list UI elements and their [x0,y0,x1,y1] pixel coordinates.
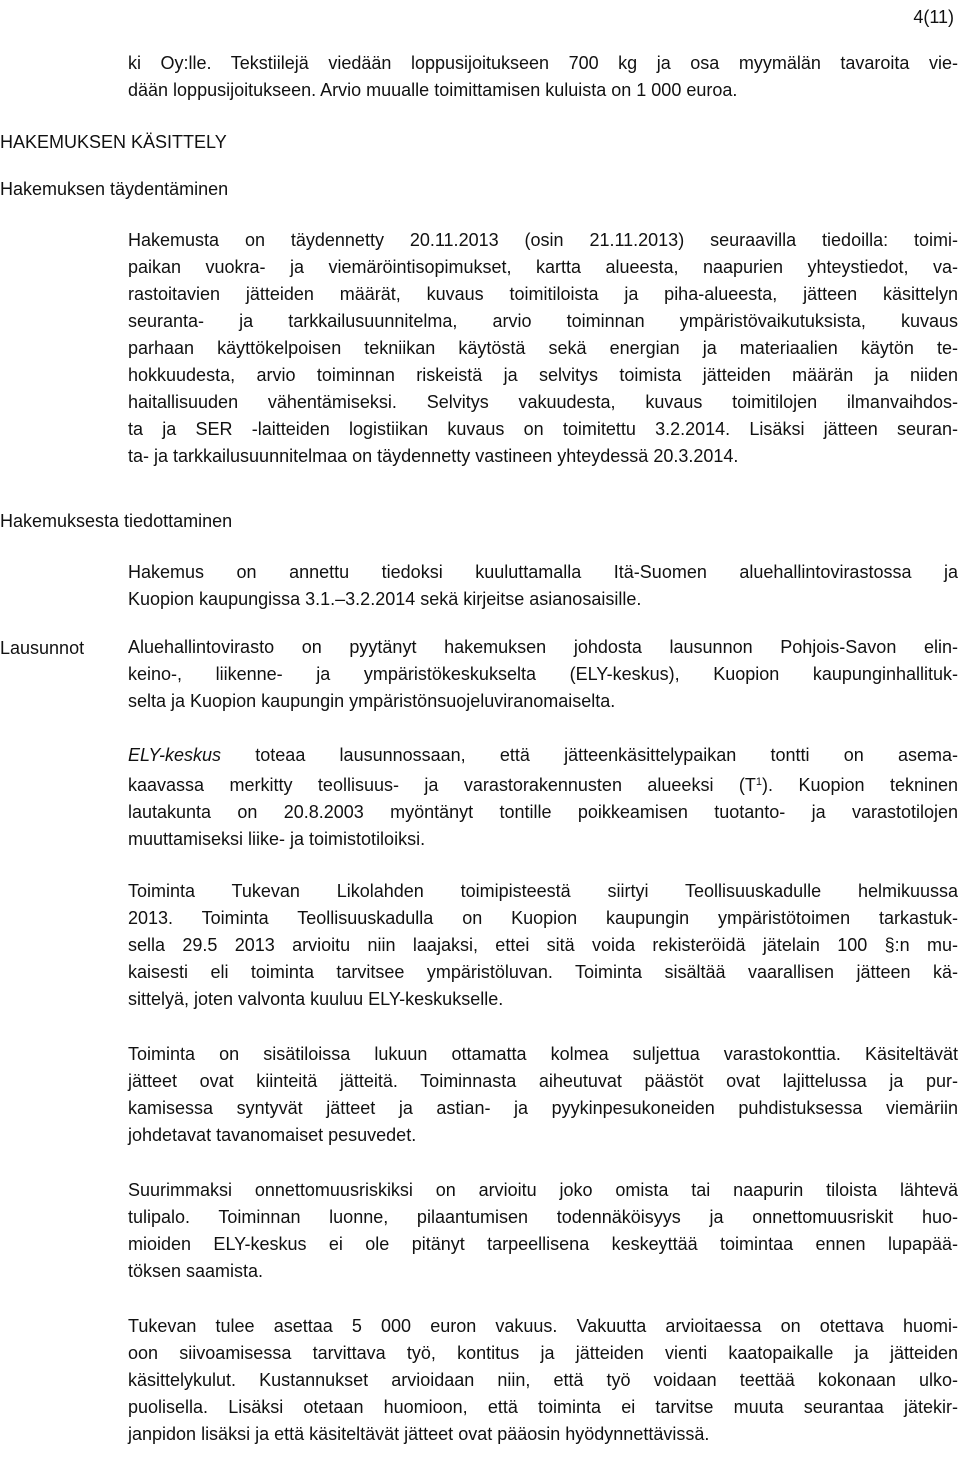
text-line: lautakunta on 20.8.2003 myöntänyt tontille poikkeamisen tuotanto- ja varastotilojen [128,802,958,822]
text-line: Suurimmaksi onnettomuusriskiksi on arvioitu joko omista tai naapurin tiloista lähtevä [128,1180,958,1200]
statements-paragraph-1 [128,634,958,715]
text-line: Toiminta Tukevan Likolahden toimipisteestä siirtyi Teollisuuskadulle helmikuussa [128,881,958,901]
statements-paragraph-5 [128,1177,958,1285]
text-line: Hakemus on annettu tiedoksi kuuluttamalla Itä-Suomen aluehallintovirastossa ja [128,562,958,582]
text-line: Hakemusta on täydennetty 20.11.2013 (osin 21.11.2013) seuraavilla tiedoilla: toimi- [128,230,958,250]
supplement-paragraph [128,227,958,470]
statements-paragraph-3 [128,878,958,1013]
text-line: jätteet ovat kiinteitä jätteitä. Toiminnasta aiheutuvat päästöt ovat lajittelussa ja pur- [128,1071,958,1091]
text-line: töksen saamista. [128,1261,264,1281]
intro-paragraph [128,50,958,104]
superscript: 1 [755,776,762,788]
text-line: kamisessa syntyvät jätteet ja astian- ja pyykinpesukoneiden puhdistuksessa viemäriin [128,1098,958,1118]
text-line: kaisesti eli toiminta tarvitsee ympäristöluvan. Toiminta sisältää vaarallisen jätteen kä- [128,962,958,982]
text-fragment: toteaa lausunnossaan, että jätteenkäsittelypaikan tontti on asema- [221,745,958,765]
text-line: Aluehallintovirasto on pyytänyt hakemuksen johdosta lausunnon Pohjois-Savon elin- [128,637,958,657]
supplement-heading: Hakemuksen täydentäminen [0,179,229,199]
text-fragment: kaavassa merkitty teollisuus- ja varastorakennusten alueeksi (T [128,775,756,795]
text-line: tulipalo. Toiminnan luonne, pilaantumisen todennäköisyys ja onnettomuusriskit huo- [128,1207,958,1227]
text-line: hokkuudesta, arvio toiminnan riskeistä ja selvitys toimista jätteiden määrän ja niiden [128,365,958,385]
statements-paragraph-2 [128,742,958,853]
text-line: sittelyä, joten valvonta kuuluu ELY-keskukselle. [128,989,504,1009]
text-line: muuttamiseksi liike- ja toimistotiloiksi. [128,829,426,849]
text-line [128,769,958,799]
statements-heading: Lausunnot [0,638,85,658]
text-line: janpidon lisäksi ja että käsiteltävät jätteet ovat pääosin hyödynnettävissä. [128,1424,710,1444]
text-fragment: ). Kuopion tekninen [762,775,958,795]
text-line: haitallisuuden vähentämiseksi. Selvitys vakuudesta, kuvaus toimitilojen ilmanvaihdos- [128,392,958,412]
text-line: ta ja SER -laitteiden logistiikan kuvaus on toimitettu 3.2.2014. Lisäksi jätteen seuran- [128,419,958,439]
text-line: parhaan käyttökelpoisen tekniikan käytöstä sekä energian ja materiaalien käytön te- [128,338,958,358]
text-line [128,742,958,769]
page-number: 4(11) [913,7,954,27]
notification-paragraph [128,559,958,613]
text-line: mioiden ELY-keskus ei ole pitänyt tarpeellisena keskeyttää toimintaa ennen lupapää- [128,1234,958,1254]
text-line: ki Oy:lle. Tekstiilejä viedään loppusijoitukseen 700 kg ja osa myymälän tavaroita vie- [128,53,958,73]
text-line: ta- ja tarkkailusuunnitelmaa on täydennetty vastineen yhteydessä 20.3.2014. [128,446,739,466]
text-line: käsittelykulut. Kustannukset arvioidaan niin, että työ voidaan teettää kokonaan ulko- [128,1370,958,1390]
notification-heading: Hakemuksesta tiedottaminen [0,511,233,531]
text-line: 2013. Toiminta Teollisuuskadulla on Kuopion kaupungin ympäristötoimen tarkastuk- [128,908,958,928]
text-line: Kuopion kaupungissa 3.1.–3.2.2014 sekä kirjeitse asianosaisille. [128,589,642,609]
statements-paragraph-6 [128,1313,958,1448]
text-line: Toiminta on sisätiloissa lukuun ottamatta kolmea suljettua varastokonttia. Käsiteltävät [128,1044,958,1064]
statements-paragraph-4 [128,1041,958,1149]
text-line: rastoitavien jätteiden määrät, kuvaus toimitiloista ja piha-alueesta, jätteen käsittelyn [128,284,958,304]
section-title: HAKEMUKSEN KÄSITTELY [0,132,227,152]
text-line: sella 29.5 2013 arvioitu niin laajaksi, ettei sitä voida rekisteröidä jätelain 100 §:n mu- [128,935,958,955]
text-line: keino-, liikenne- ja ympäristökeskukselta (ELY-keskus), Kuopion kaupunginhallituk- [128,664,958,684]
text-line: paikan vuokra- ja viemäröintisopimukset, kartta alueesta, naapurien yhteystiedot, va- [128,257,958,277]
ely-keskus-italic: ELY-keskus [128,745,222,765]
text-line: johdetavat tavanomaiset pesuvedet. [128,1125,417,1145]
text-line: selta ja Kuopion kaupungin ympäristönsuojeluviranomaiselta. [128,691,616,711]
text-line: puolisella. Lisäksi otetaan huomioon, että toiminta ei tarvitse muuta seurantaa jätekir- [128,1397,958,1417]
text-line: oon siivoamisessa tarvittava työ, kontitus ja jätteiden vienti kaatopaikalle ja jätteiden [128,1343,958,1363]
text-line: dään loppusijoitukseen. Arvio muualle toimittamisen kuluista on 1 000 euroa. [128,80,738,100]
text-line: Tukevan tulee asettaa 5 000 euron vakuus. Vakuutta arvioitaessa on otettava huomi- [128,1316,958,1336]
text-line: seuranta- ja tarkkailusuunnitelma, arvio toiminnan ympäristövaikutuksista, kuvaus [128,311,958,331]
